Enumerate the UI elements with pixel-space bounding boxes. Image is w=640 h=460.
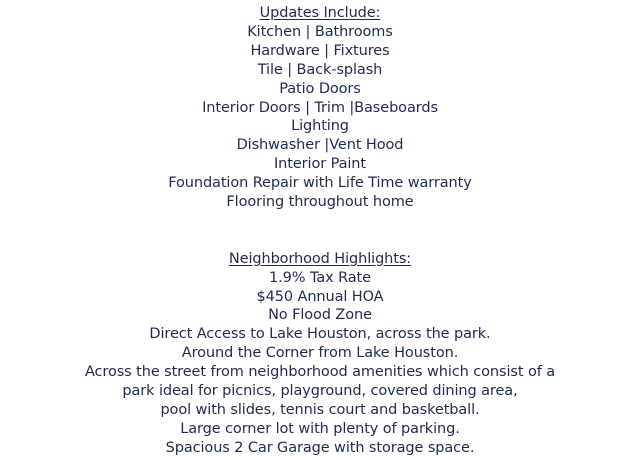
list-item: Direct Access to Lake Houston, across the park. bbox=[149, 326, 491, 343]
list-item: Hardware | Fixtures bbox=[250, 42, 390, 59]
list-item: Large corner lot with plenty of parking. bbox=[180, 420, 460, 437]
list-item: Flooring throughout home bbox=[226, 194, 414, 211]
list-item: Across the street from neighborhood amenities which consist of a bbox=[84, 364, 556, 381]
updates-list bbox=[0, 23, 640, 212]
list-item: $450 Annual HOA bbox=[256, 288, 384, 305]
list-item: Kitchen | Bathrooms bbox=[247, 23, 393, 40]
list-item: Interior Doors | Trim |Baseboards bbox=[202, 99, 438, 116]
list-item: Lighting bbox=[291, 118, 349, 135]
list-item: Patio Doors bbox=[279, 80, 361, 97]
neighborhood-list bbox=[0, 269, 640, 458]
section-spacer bbox=[0, 212, 640, 250]
neighborhood-heading: Neighborhood Highlights: bbox=[228, 250, 412, 267]
list-item: pool with slides, tennis court and basketball. bbox=[160, 402, 480, 419]
list-item: Foundation Repair with Life Time warranty bbox=[168, 175, 472, 192]
updates-heading: Updates Include: bbox=[259, 5, 381, 21]
list-item: Dishwasher |Vent Hood bbox=[236, 137, 404, 154]
list-item: Spacious 2 Car Garage with storage space. bbox=[165, 439, 475, 456]
list-item: Interior Paint bbox=[274, 156, 366, 173]
list-item: Around the Corner from Lake Houston. bbox=[181, 345, 459, 362]
list-item: Tile | Back-splash bbox=[257, 61, 383, 78]
list-item: 1.9% Tax Rate bbox=[269, 269, 371, 286]
list-item: park ideal for picnics, playground, covered dining area, bbox=[122, 383, 518, 400]
list-item: No Flood Zone bbox=[268, 307, 372, 324]
document-body bbox=[0, 4, 640, 458]
